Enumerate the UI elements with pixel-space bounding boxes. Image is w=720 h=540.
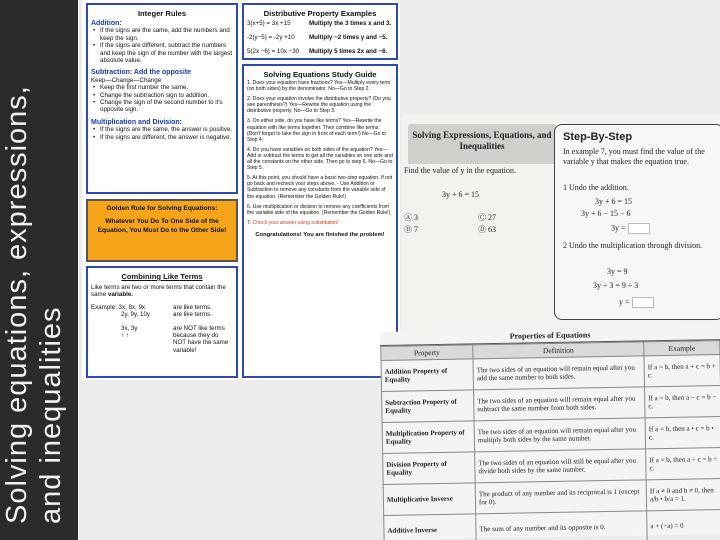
addition-rule-1: • If the signs are the same, add the numbers and keep the sign.	[91, 27, 233, 42]
book-equation: 3y + 6 = 15	[442, 190, 480, 199]
addition-rule-2: • If the signs are different, subtract the numbers and keep the sign of the number with the largest absolute value.	[91, 42, 233, 64]
example-1: 3x, 8x, 9x	[118, 303, 146, 311]
dist-expr-1: 3(x+5) = 3x +15	[247, 20, 291, 27]
property-definition: The product of any number and its reciprocal is 1 (except for 0).	[475, 480, 647, 514]
answer-blank[interactable]	[628, 223, 650, 234]
choice-c: Ⓒ 27	[478, 213, 496, 222]
step-title: Step-By-Step	[563, 131, 633, 143]
study-guide-closing: Congratulations! You are finished the problem!	[255, 231, 385, 238]
step-intro: In example 7, you must find the value of the variable y that makes the equation true.	[563, 147, 705, 166]
property-definition: The two sides of an equation will remain equal after you add the same number to both sides.	[473, 356, 645, 390]
golden-rule-title: Golden Rule for Solving Equations:	[106, 205, 218, 212]
example-label: Example:	[91, 303, 117, 311]
property-name: Addition Property of Equality	[381, 359, 474, 392]
subtraction-rule-2: • Change the subtraction sign to addition.	[91, 92, 233, 99]
book-prompt: Find the value of y in the equation.	[404, 166, 516, 175]
like-terms-box	[86, 266, 238, 378]
distributive-title: Distributive Property Examples	[263, 9, 377, 18]
study-step-2: 2. Does your equation involve the distributive property? (Do you see parenthesis?) Yes—Rewrite the equation using the distributive property. No—Go to Step 3.	[247, 96, 391, 115]
property-definition: The two sides of an equation will remain equal after you subtract the same number from both sides.	[474, 387, 646, 421]
textbook-page	[402, 114, 720, 336]
dist-note-3: Multiply 5 times 2x and −6.	[309, 48, 388, 55]
example-2: 2y, 9y, 10y	[121, 311, 151, 319]
property-name: Multiplication Property of Equality	[382, 421, 475, 454]
dist-note-1: Multiply the 3 times x and 3.	[309, 20, 392, 27]
property-example: If a = b, then a + c = b + c.	[644, 355, 720, 387]
slide-title	[0, 10, 76, 530]
table-row	[384, 510, 720, 540]
distributive-row	[247, 20, 393, 34]
book-header: Solving Expressions, Equations, and Inequalities	[408, 124, 556, 164]
like-terms-intro: Like terms are two or more terms that contain the same	[91, 284, 226, 299]
multdiv-heading: Multiplication and Division:	[91, 118, 182, 126]
slide-title-line-2: and inequalities	[35, 306, 67, 524]
addition-heading: Addition:	[91, 20, 122, 27]
example-2-note: are like terms.	[173, 311, 212, 319]
property-name: Additive Inverse	[384, 514, 477, 540]
study-step-5: 5. At this point, you should have a basic two-step equation. If not go back and recheck your steps above. - Use Addition or Subtraction to remove any constants from the variable side of the equation. (Remember the Golden Rule!)	[247, 175, 393, 200]
property-name: Division Property of Equality	[383, 452, 476, 485]
subtraction-rule-3: • Change the sign of the second number to it's opposite sign.	[91, 99, 233, 114]
slide-title-line-1: Solving equations, expressions,	[1, 85, 33, 524]
step-2-line-2: 3y ÷ 3 = 9 ÷ 3	[593, 281, 639, 290]
arrow-up-icon: ↑ ↑	[121, 332, 129, 340]
subtraction-rule-1: • Keep the first number the same.	[91, 84, 233, 91]
distributive-row	[247, 34, 393, 48]
study-guide-box	[242, 64, 398, 378]
property-example: If a = b, then a • c = b • c.	[645, 417, 720, 449]
step-1-line-3: 3y =	[611, 223, 650, 234]
choice-d: Ⓓ 63	[478, 225, 496, 234]
study-step-3: 3. On either side, do you have like terms? Yes—Rewrite the equation with like terms together. Then combine like terms. (Don't forget to take the sign in front of each term!) No—Go to Step 4.	[247, 118, 387, 143]
step-2: 2 Undo the multiplication through division.	[563, 241, 703, 250]
subtraction-heading: Subtraction: Add the opposite	[91, 69, 192, 77]
dist-expr-2: -2(y−5) = -2y +10	[247, 34, 295, 41]
property-example: a + (−a) = 0	[647, 510, 720, 540]
dist-expr-3: 5(2x −6) = 10x −30	[247, 48, 300, 55]
property-name: Subtraction Property of Equality	[382, 390, 475, 423]
property-example: If a ≠ 0 and b ≠ 0, then a/b • b/a = 1.	[646, 479, 720, 511]
property-name: Multiplicative Inverse	[383, 483, 476, 516]
step-by-step-box	[554, 124, 720, 320]
golden-rule-box	[86, 199, 238, 262]
choice-a: Ⓐ 3	[404, 213, 418, 222]
step-1: 1 Undo the addition.	[563, 183, 629, 192]
step-1-line-2: 3y + 6 − 15 − 6	[581, 209, 631, 218]
worksheet	[82, 0, 400, 380]
property-definition: The two sides of an equation will remain equal after you multiply both sides by the same number.	[474, 418, 646, 452]
study-step-1: 1. Does your equation have fractions? Yes—Multiply every term (on both sides) by the denominator. No—Go to Step 2.	[247, 80, 391, 93]
like-terms-intro-bold: variable.	[107, 291, 133, 299]
properties-caption: Properties of Equations	[380, 326, 720, 346]
multdiv-rule-1: • If the signs are the same, the answer is positive.	[91, 126, 233, 133]
golden-rule-body: Whatever You Do To One Side of the Equation, You Must Do to the Other Side!	[97, 218, 227, 234]
property-example: If a = b, then a ÷ c = b ÷ c.	[646, 448, 720, 480]
step-1-line-1: 3y + 6 = 15	[595, 197, 633, 206]
study-step-7: 7. Check your answer using substitution!	[247, 219, 339, 226]
study-step-6: 6. Use multiplication or division to remove any coefficients from the variable side of the equation. (Remember the Golden Rule!)	[247, 203, 391, 216]
answer-blank[interactable]	[632, 297, 654, 308]
properties-table	[380, 326, 720, 540]
step-2-line-3: y =	[619, 297, 654, 308]
choice-b: Ⓑ 7	[404, 225, 418, 234]
integer-rules-title: Integer Rules	[137, 9, 187, 18]
like-terms-title: Combining Like Terms	[121, 272, 203, 281]
header-definition: Definition	[473, 342, 644, 359]
property-example: If a = b, then a − c = b − c.	[644, 386, 720, 418]
study-guide-title: Solving Equations Study Guide	[263, 70, 377, 79]
step-2-line-1: 3y = 9	[607, 267, 628, 276]
dist-note-2: Multiply −2 times y and −5.	[309, 34, 388, 41]
header-example: Example	[644, 341, 720, 356]
property-definition: The sum of any number and its opposite is 0.	[476, 511, 648, 540]
header-property: Property	[381, 345, 473, 361]
example-3: 3x, 3y	[121, 324, 138, 332]
property-definition: The two sides of an equation will still be equal after you divide both sides by the same number.	[475, 449, 647, 483]
study-step-4: 4. Do you have variables on both sides of the equation? Yes—Add or subtract the terms to get all the variables on one side and all the constants on the other side. Then go to step 6. No—Go to Step 5.	[247, 146, 393, 172]
multdiv-rule-2: • If the signs are different, the answer is negative.	[91, 134, 233, 141]
distributive-box	[242, 3, 398, 60]
distributive-row	[247, 48, 393, 62]
subtraction-sub: Keep—Change—Change	[91, 76, 162, 84]
example-3-note: are NOT like terms because they do NOT have the same variable!	[173, 324, 229, 354]
integer-rules-box	[86, 3, 238, 194]
example-1-note: are like terms.	[173, 303, 212, 311]
